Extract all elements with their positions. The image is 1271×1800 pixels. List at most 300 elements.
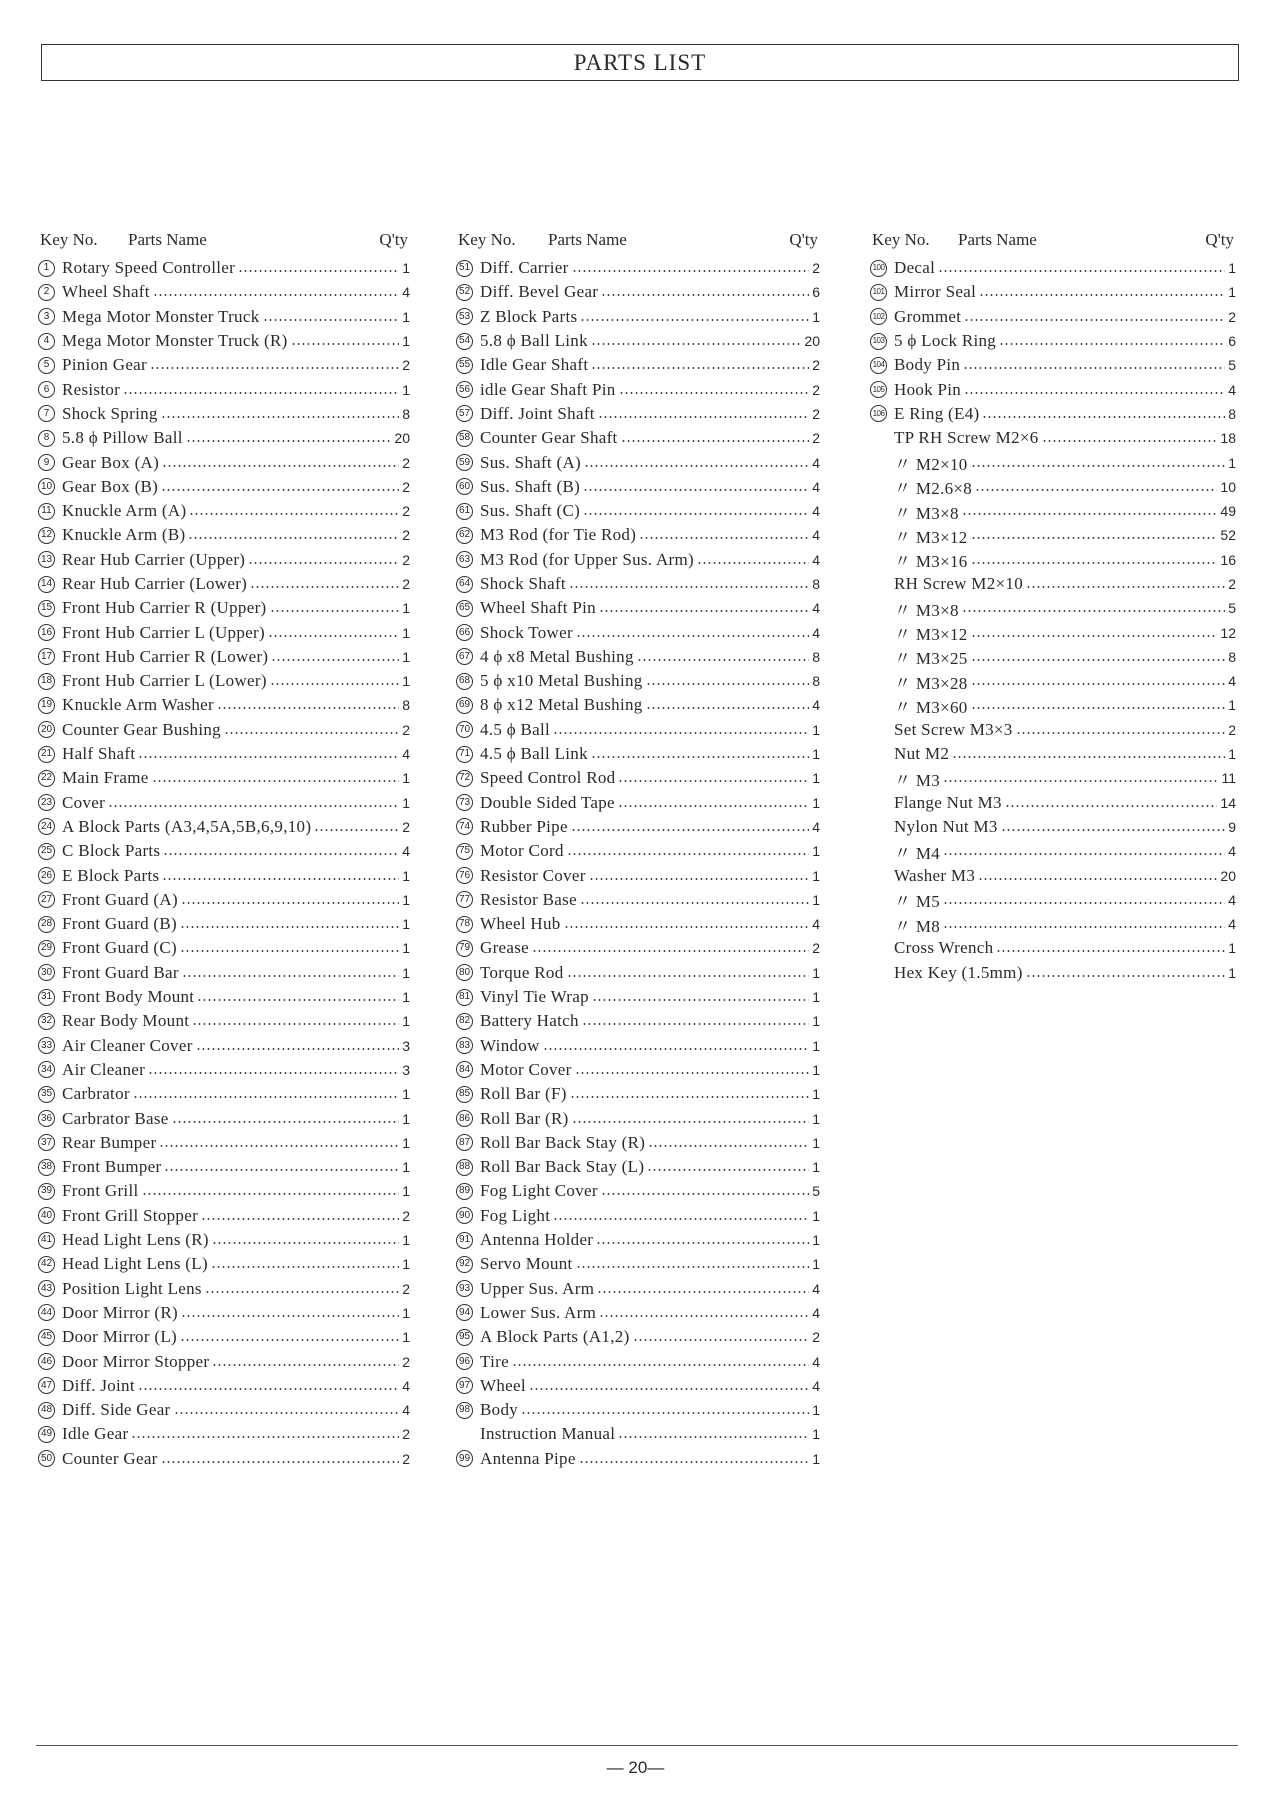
part-row (870, 305, 1236, 329)
leader-dots (189, 513, 399, 515)
part-qty: 4 (1228, 673, 1236, 690)
key-number-badge: 84 (456, 1061, 473, 1078)
leader-dots (131, 1436, 399, 1438)
part-qty: 9 (1228, 818, 1236, 835)
part-name: Carbrator (62, 1084, 130, 1104)
part-name: Front Grill Stopper (62, 1205, 199, 1225)
leader-dots (589, 878, 809, 880)
key-number-badge: 46 (38, 1353, 55, 1370)
part-row (870, 572, 1236, 596)
key-number (456, 1110, 480, 1127)
leader-dots (570, 1096, 809, 1098)
part-name: Door Mirror (L) (62, 1327, 177, 1347)
leader-dots (142, 1193, 400, 1195)
part-qty: 2 (402, 576, 410, 592)
part-name: Tire (480, 1351, 509, 1371)
key-number (38, 381, 62, 398)
part-qty: 8 (1228, 648, 1236, 665)
part-qty: 8 (812, 648, 820, 665)
key-number-badge: 87 (456, 1134, 473, 1151)
key-number (870, 284, 894, 301)
part-name: 5 ϕ Lock Ring (894, 331, 997, 351)
part-row (456, 1155, 820, 1179)
part-name: 5 ϕ x10 Metal Bushing (480, 671, 643, 691)
part-name: Shock Spring (62, 403, 158, 423)
key-number (456, 843, 480, 860)
part-name: Resistor Cover (480, 865, 586, 885)
leader-dots (975, 489, 1217, 491)
part-row (38, 353, 410, 377)
part-qty: 4 (1228, 916, 1236, 933)
key-number (870, 308, 894, 325)
part-qty: 1 (402, 648, 410, 665)
key-number (38, 1037, 62, 1054)
page-number: — 20— (606, 1758, 665, 1777)
part-name: C Block Parts (62, 841, 161, 861)
part-name: Sus. Shaft (C) (480, 501, 581, 521)
part-name: Diff. Joint Shaft (480, 403, 595, 423)
leader-dots (181, 1315, 399, 1317)
key-number-badge: 94 (456, 1304, 473, 1321)
part-name: 〃 M8 (894, 916, 941, 936)
part-qty: 2 (402, 1450, 410, 1467)
key-number-badge: 41 (38, 1232, 55, 1249)
part-qty: 2 (812, 430, 820, 447)
key-number-badge: 76 (456, 867, 473, 884)
part-row (870, 791, 1236, 815)
key-number-badge: 63 (456, 551, 473, 568)
key-number-badge: 80 (456, 964, 473, 981)
part-qty: 1 (402, 891, 410, 908)
leader-dots (697, 562, 809, 564)
part-qty: 4 (812, 697, 820, 714)
leader-dots (161, 489, 399, 491)
part-name: 〃 M2×10 (894, 455, 968, 475)
part-name: 〃 M3×12 (894, 625, 968, 645)
key-number-badge: 65 (456, 600, 473, 617)
leader-dots (964, 392, 1225, 394)
part-qty: 1 (402, 916, 410, 933)
part-name: Mega Motor Monster Truck (R) (62, 331, 288, 351)
key-number-badge: 23 (38, 794, 55, 811)
part-name: Idle Gear Shaft (480, 355, 589, 375)
part-qty: 16 (1220, 551, 1236, 568)
part-qty: 20 (804, 333, 820, 350)
part-qty: 2 (402, 478, 410, 495)
leader-dots (601, 1193, 809, 1195)
part-name: Nut M2 (894, 744, 950, 764)
part-name: Diff. Bevel Gear (480, 282, 599, 302)
leader-dots (599, 610, 809, 612)
leader-dots (943, 853, 1225, 855)
part-name: Rear Hub Carrier (Upper) (62, 549, 246, 569)
leader-dots (161, 416, 399, 418)
key-number-badge: 50 (38, 1450, 55, 1467)
part-qty: 1 (402, 600, 410, 617)
key-number-badge: 25 (38, 843, 55, 860)
leader-dots (197, 999, 399, 1001)
part-row (456, 718, 820, 742)
leader-dots (162, 465, 399, 467)
part-qty: 4 (402, 1402, 410, 1419)
part-qty: 1 (402, 1110, 410, 1127)
key-number (456, 1304, 480, 1321)
part-qty: 1 (812, 1207, 820, 1224)
part-qty: 8 (812, 576, 820, 592)
header-parts-name: Parts Name (548, 230, 627, 249)
key-number (456, 1134, 480, 1151)
part-row (456, 256, 820, 280)
part-row (456, 1228, 820, 1252)
key-number-badge: 16 (38, 624, 55, 641)
part-row (456, 353, 820, 377)
part-name: Shock Tower (480, 622, 573, 642)
key-number (38, 503, 62, 520)
key-number-badge: 100 (870, 260, 887, 277)
key-number (38, 1134, 62, 1151)
part-qty: 1 (402, 770, 410, 787)
part-name: Front Hub Carrier L (Upper) (62, 622, 265, 642)
key-number-badge: 45 (38, 1329, 55, 1346)
part-name: E Block Parts (62, 865, 160, 885)
part-row (456, 1204, 820, 1228)
part-qty: 14 (1220, 794, 1236, 811)
part-qty: 1 (402, 260, 410, 277)
part-row (38, 426, 410, 450)
part-qty: 1 (812, 1110, 820, 1127)
key-number (38, 1013, 62, 1030)
part-name: Rear Body Mount (62, 1011, 190, 1031)
part-row (38, 1325, 410, 1349)
key-number-badge: 5 (38, 357, 55, 374)
key-number (456, 1086, 480, 1103)
key-number (456, 1450, 480, 1467)
key-number-badge: 2 (38, 284, 55, 301)
key-number (456, 818, 480, 835)
part-row (456, 1034, 820, 1058)
part-row (870, 620, 1236, 644)
key-number (38, 648, 62, 665)
key-number-badge: 73 (456, 794, 473, 811)
key-number-badge: 22 (38, 770, 55, 787)
part-qty: 1 (812, 1086, 820, 1103)
part-qty: 1 (402, 1183, 410, 1200)
part-qty: 1 (402, 381, 410, 398)
leader-dots (569, 586, 809, 588)
key-number (456, 1256, 480, 1273)
leader-dots (943, 902, 1225, 904)
part-row (38, 572, 410, 596)
part-row (38, 888, 410, 912)
part-qty: 1 (1228, 454, 1236, 471)
key-number (38, 551, 62, 568)
part-qty: 2 (1228, 308, 1236, 325)
part-qty: 2 (402, 527, 410, 544)
part-qty: 4 (812, 600, 820, 617)
key-number (456, 1037, 480, 1054)
part-qty: 1 (402, 794, 410, 811)
key-number-badge: 43 (38, 1280, 55, 1297)
key-number (456, 989, 480, 1006)
part-name: Roll Bar Back Stay (R) (480, 1132, 646, 1152)
key-number (456, 794, 480, 811)
key-number-badge: 101 (870, 284, 887, 301)
part-name: Double Sided Tape (480, 792, 615, 812)
part-name: Antenna Pipe (480, 1448, 576, 1468)
key-number (38, 430, 62, 447)
footer-rule (36, 1745, 1238, 1746)
leader-dots (572, 270, 809, 272)
part-qty: 1 (402, 333, 410, 350)
key-number (38, 1280, 62, 1297)
key-number (38, 576, 62, 593)
part-qty: 2 (812, 357, 820, 374)
key-number (456, 1207, 480, 1224)
key-number (38, 964, 62, 981)
parts-column-3 (870, 230, 1236, 985)
part-row (456, 1082, 820, 1106)
leader-dots (532, 950, 809, 952)
key-number-badge: 7 (38, 405, 55, 422)
part-name: Decal (894, 258, 936, 278)
part-row (38, 1301, 410, 1325)
part-qty: 4 (812, 478, 820, 495)
part-qty: 2 (812, 940, 820, 957)
key-number-badge: 92 (456, 1256, 473, 1273)
leader-dots (188, 537, 399, 539)
part-name: 〃 M2.6×8 (894, 479, 973, 499)
part-name: Air Cleaner Cover (62, 1035, 193, 1055)
part-qty: 2 (812, 381, 820, 398)
part-row (870, 353, 1236, 377)
key-number (456, 1013, 480, 1030)
part-qty: 1 (812, 1402, 820, 1419)
part-row (38, 863, 410, 887)
part-qty: 1 (812, 770, 820, 787)
part-name: Knuckle Arm (A) (62, 501, 187, 521)
key-number-badge: 6 (38, 381, 55, 398)
key-number-badge: 60 (456, 478, 473, 495)
key-number-badge: 89 (456, 1183, 473, 1200)
part-name: idle Gear Shaft Pin (480, 379, 616, 399)
leader-dots (152, 780, 399, 782)
part-qty: 20 (1220, 867, 1236, 884)
leader-dots (971, 683, 1225, 685)
key-number (456, 430, 480, 447)
part-qty: 4 (812, 1280, 820, 1297)
part-name: Front Hub Carrier R (Lower) (62, 646, 269, 666)
part-row (870, 426, 1236, 450)
leader-dots (148, 1072, 399, 1074)
key-number-badge: 66 (456, 624, 473, 641)
part-name: Z Block Parts (480, 306, 578, 326)
part-qty: 4 (812, 818, 820, 835)
part-row (38, 596, 410, 620)
part-row (456, 329, 820, 353)
part-qty: 2 (402, 1353, 410, 1370)
key-number (456, 357, 480, 374)
key-number-badge: 70 (456, 721, 473, 738)
key-number-badge: 9 (38, 454, 55, 471)
part-name: Upper Sus. Arm (480, 1278, 595, 1298)
part-row (38, 499, 410, 523)
key-number-badge: 14 (38, 576, 55, 593)
key-number-badge: 90 (456, 1207, 473, 1224)
part-name: A Block Parts (A1,2) (480, 1327, 630, 1347)
leader-dots (599, 1315, 809, 1317)
part-name: Pinion Gear (62, 355, 147, 375)
leader-dots (584, 465, 809, 467)
part-row (38, 961, 410, 985)
key-number (38, 989, 62, 1006)
part-qty: 1 (812, 746, 820, 763)
leader-dots (529, 1388, 809, 1390)
key-number-badge: 34 (38, 1061, 55, 1078)
key-number-badge: 20 (38, 721, 55, 738)
part-qty: 20 (394, 430, 410, 447)
part-row (456, 1252, 820, 1276)
part-row (38, 256, 410, 280)
part-row (870, 888, 1236, 912)
key-number (38, 1159, 62, 1176)
parts-column-1 (38, 230, 410, 1471)
key-number-badge: 47 (38, 1377, 55, 1394)
key-number-badge: 36 (38, 1110, 55, 1127)
part-name: Instruction Manual (480, 1424, 616, 1444)
leader-dots (648, 1145, 809, 1147)
header-key-no: Key No. (40, 230, 98, 249)
part-name: 〃 M4 (894, 843, 941, 863)
part-qty: 3 (402, 1037, 410, 1054)
part-name: Nylon Nut M3 (894, 816, 998, 836)
leader-dots (996, 950, 1225, 952)
part-qty: 4 (402, 746, 410, 763)
leader-dots (971, 465, 1225, 467)
part-row (456, 1179, 820, 1203)
part-row (456, 426, 820, 450)
key-number-badge: 99 (456, 1450, 473, 1467)
part-qty: 4 (402, 1377, 410, 1394)
leader-dots (270, 610, 400, 612)
leader-dots (163, 853, 399, 855)
leader-dots (962, 610, 1225, 612)
key-number-badge: 104 (870, 357, 887, 374)
part-qty: 2 (812, 260, 820, 277)
part-name: TP RH Screw M2×6 (894, 428, 1039, 448)
part-row (38, 815, 410, 839)
key-number (456, 697, 480, 714)
part-qty: 4 (1228, 843, 1236, 860)
key-number-badge: 37 (38, 1134, 55, 1151)
part-qty: 1 (1228, 940, 1236, 957)
part-name: Door Mirror (R) (62, 1302, 178, 1322)
part-name: 4.5 ϕ Ball (480, 719, 551, 739)
part-name: Flange Nut M3 (894, 792, 1002, 812)
part-qty: 1 (1228, 964, 1236, 981)
key-number-badge: 69 (456, 697, 473, 714)
leader-dots (553, 732, 809, 734)
header-qty: Q'ty (789, 230, 818, 249)
part-qty: 1 (1228, 697, 1236, 714)
key-number-badge: 15 (38, 600, 55, 617)
part-row (38, 402, 410, 426)
leader-dots (123, 392, 399, 394)
key-number (38, 1426, 62, 1443)
key-number-badge: 85 (456, 1086, 473, 1103)
leader-dots (962, 513, 1218, 515)
key-number (456, 648, 480, 665)
part-name: 5.8 ϕ Ball Link (480, 331, 588, 351)
leader-dots (1005, 805, 1218, 807)
leader-dots (162, 878, 399, 880)
key-number-badge: 57 (456, 405, 473, 422)
part-name: 5.8 ϕ Pillow Ball (62, 428, 183, 448)
leader-dots (1016, 732, 1225, 734)
key-number (38, 624, 62, 641)
part-name: Body Pin (894, 355, 961, 375)
part-qty: 8 (812, 673, 820, 690)
part-name: Shock Shaft (480, 574, 566, 593)
leader-dots (971, 537, 1218, 539)
key-number-badge: 59 (456, 454, 473, 471)
part-name: Sus. Shaft (A) (480, 452, 582, 472)
key-number-badge: 12 (38, 527, 55, 544)
leader-dots (212, 1364, 399, 1366)
part-qty: 1 (402, 308, 410, 325)
key-number (38, 940, 62, 957)
leader-dots (543, 1048, 809, 1050)
key-number (456, 916, 480, 933)
part-row (456, 815, 820, 839)
key-number-badge: 71 (456, 746, 473, 763)
part-qty: 1 (812, 843, 820, 860)
header-parts-name: Parts Name (958, 230, 1037, 249)
leader-dots (564, 926, 809, 928)
leader-dots (571, 829, 809, 831)
key-number-badge: 8 (38, 430, 55, 447)
part-qty: 4 (402, 284, 410, 301)
part-row (456, 1422, 820, 1446)
part-qty: 4 (1228, 381, 1236, 398)
part-row (38, 1155, 410, 1179)
part-name: Front Hub Carrier R (Upper) (62, 598, 267, 618)
leader-dots (621, 440, 809, 442)
leader-dots (180, 926, 399, 928)
part-name: Antenna Holder (480, 1230, 594, 1250)
key-number (456, 454, 480, 471)
part-row (870, 766, 1236, 790)
key-number (456, 940, 480, 957)
leader-dots (138, 756, 399, 758)
leader-dots (591, 367, 809, 369)
part-qty: 4 (402, 843, 410, 860)
part-qty: 1 (812, 1426, 820, 1443)
key-number (38, 1304, 62, 1321)
part-row (456, 1325, 820, 1349)
leader-dots (211, 1266, 399, 1268)
part-qty: 1 (1228, 260, 1236, 277)
part-name: Front Guard (B) (62, 914, 177, 934)
part-row (38, 475, 410, 499)
key-number (456, 1232, 480, 1249)
part-row (38, 1058, 410, 1082)
leader-dots (1001, 829, 1225, 831)
key-number-badge: 74 (456, 818, 473, 835)
part-name: 〃 M5 (894, 892, 941, 912)
part-name: Air Cleaner (62, 1059, 146, 1079)
part-qty: 18 (1220, 430, 1236, 447)
part-row (456, 1276, 820, 1300)
